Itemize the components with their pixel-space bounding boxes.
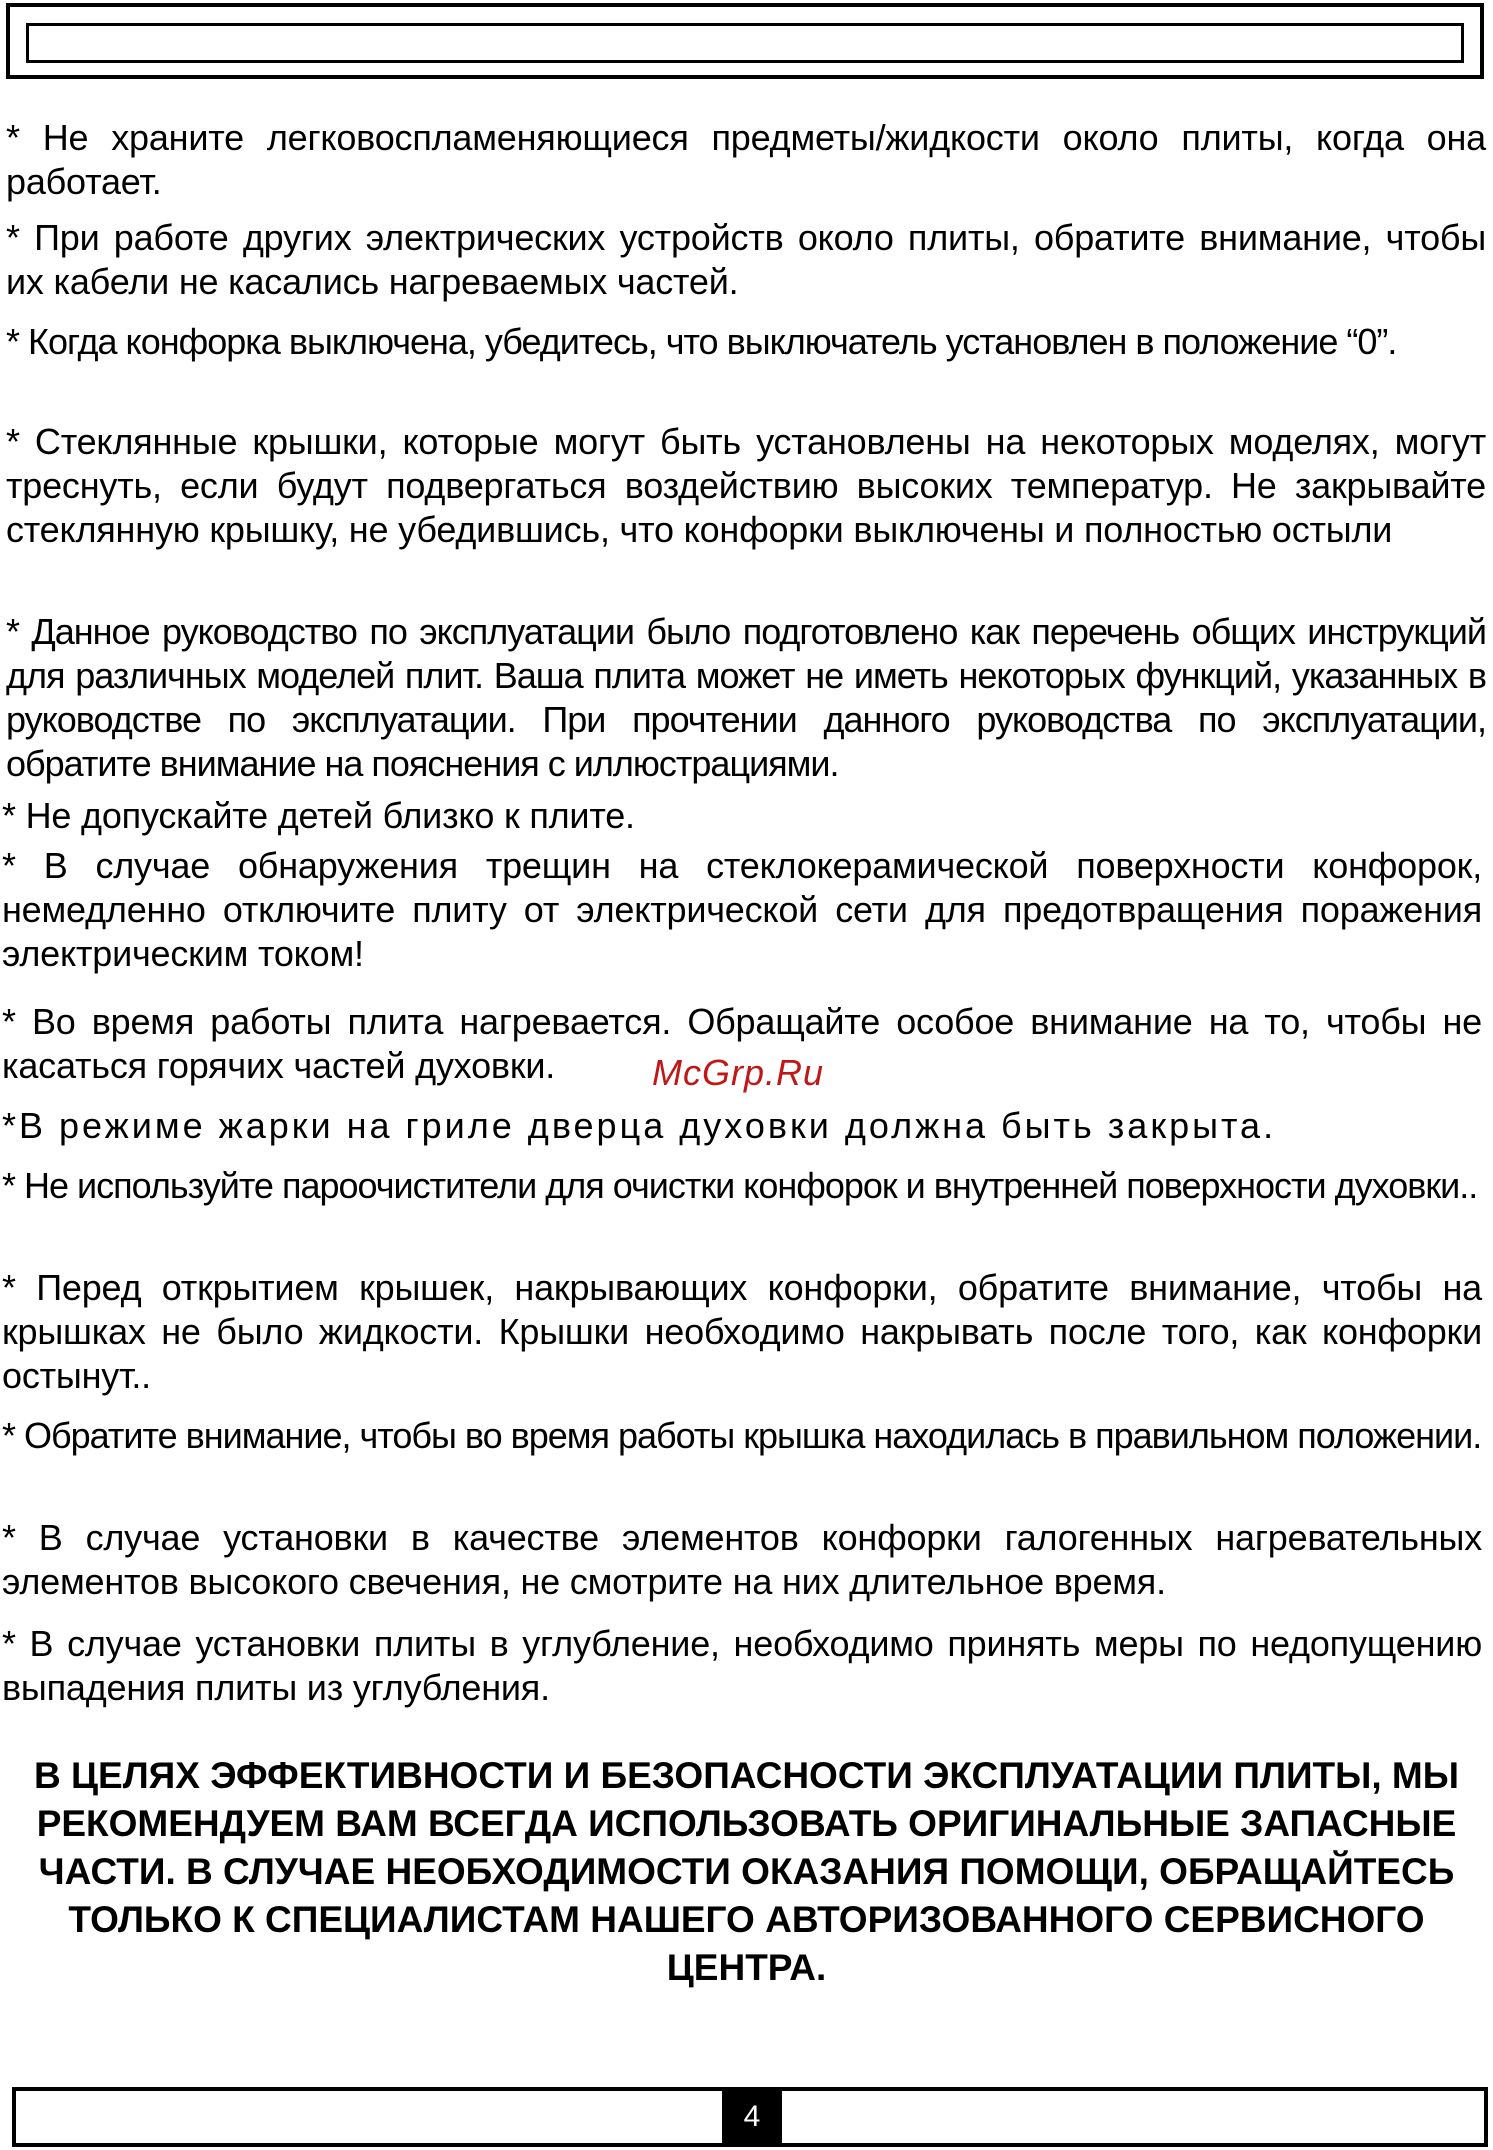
safety-item: * Когда конфорка выключена, убедитесь, что выключатель установлен в положение “0”. xyxy=(6,321,1397,362)
safety-item: *В режиме жарки на гриле дверца духовки должна быть закрыта. xyxy=(2,1105,1277,1146)
page-number: 4 xyxy=(722,2087,782,2147)
safety-item: * Перед открытием крышек, накрывающих конфорки, обратите внимание, чтобы на крышках не было жидкости. Крышки необходимо накрывать после того, как конфорки остынут.. xyxy=(2,1267,1482,1396)
watermark: McGrp.Ru xyxy=(652,1052,825,1093)
safety-item: * Обратите внимание, чтобы во время работы крышка находилась в правильном положении. xyxy=(2,1415,1482,1456)
header-frame-inner xyxy=(26,23,1464,63)
header-frame xyxy=(6,3,1484,79)
safety-item: * При работе других электрических устройств около плиты, обратите внимание, чтобы их кабели не касались нагреваемых частей. xyxy=(6,217,1486,302)
safety-item: * Данное руководство по эксплуатации было подготовлено как перечень общих инструкций для различных моделей плит. Ваша плита может не иметь некоторых функций, указанных в руководстве по эксплуатации. При прочтении данного руководства по эксплуатации, обратите внимание на пояснения с иллюстрациями. xyxy=(6,611,1486,784)
safety-item: * Не используйте пароочистители для очистки конфорок и внутренней поверхности духовки.. xyxy=(2,1165,1478,1206)
safety-item: * Не допускайте детей близко к плите. xyxy=(2,795,635,836)
safety-item: * В случае обнаружения трещин на стеклокерамической поверхности конфорок, немедленно отключите плиту от электрической сети для предотвращения поражения электрическим током! xyxy=(2,845,1482,974)
service-notice: В ЦЕЛЯХ ЭФФЕКТИВНОСТИ И БЕЗОПАСНОСТИ ЭКСПЛУАТАЦИИ ПЛИТЫ, МЫ РЕКОМЕНДУЕМ ВАМ ВСЕГДА ИСПОЛЬЗОВАТЬ ОРИГИНАЛЬНЫЕ ЗАПАСНЫЕ ЧАСТИ. В СЛУЧАЕ НЕОБХОДИМОСТИ ОКАЗАНИЯ ПОМОЩИ, ОБРАЩАЙТЕСЬ ТОЛЬКО К СПЕЦИАЛИСТАМ НАШЕГО АВТОРИЗОВАННОГО СЕРВИСНОГО ЦЕНТРА. xyxy=(34,1755,1459,1988)
safety-item: * Во время работы плита нагревается. Обращайте особое внимание на то, чтобы не касаться горячих частей духовки. xyxy=(2,1001,1482,1086)
safety-item: * В случае установки плиты в углубление, необходимо принять меры по недопущению выпадения плиты из углубления. xyxy=(2,1623,1482,1708)
safety-item: * Стеклянные крышки, которые могут быть установлены на некоторых моделях, могут треснуть, если будут подвергаться воздействию высоких температур. Не закрывайте стеклянную крышку, не убедившись, что конфорки выключены и полностью остыли xyxy=(6,421,1486,550)
safety-item: * В случае установки в качестве элементов конфорки галогенных нагревательных элементов высокого свечения, не смотрите на них длительное время. xyxy=(2,1517,1482,1602)
safety-item: * Не храните легковоспламеняющиеся предметы/жидкости около плиты, когда она работает. xyxy=(6,117,1486,202)
